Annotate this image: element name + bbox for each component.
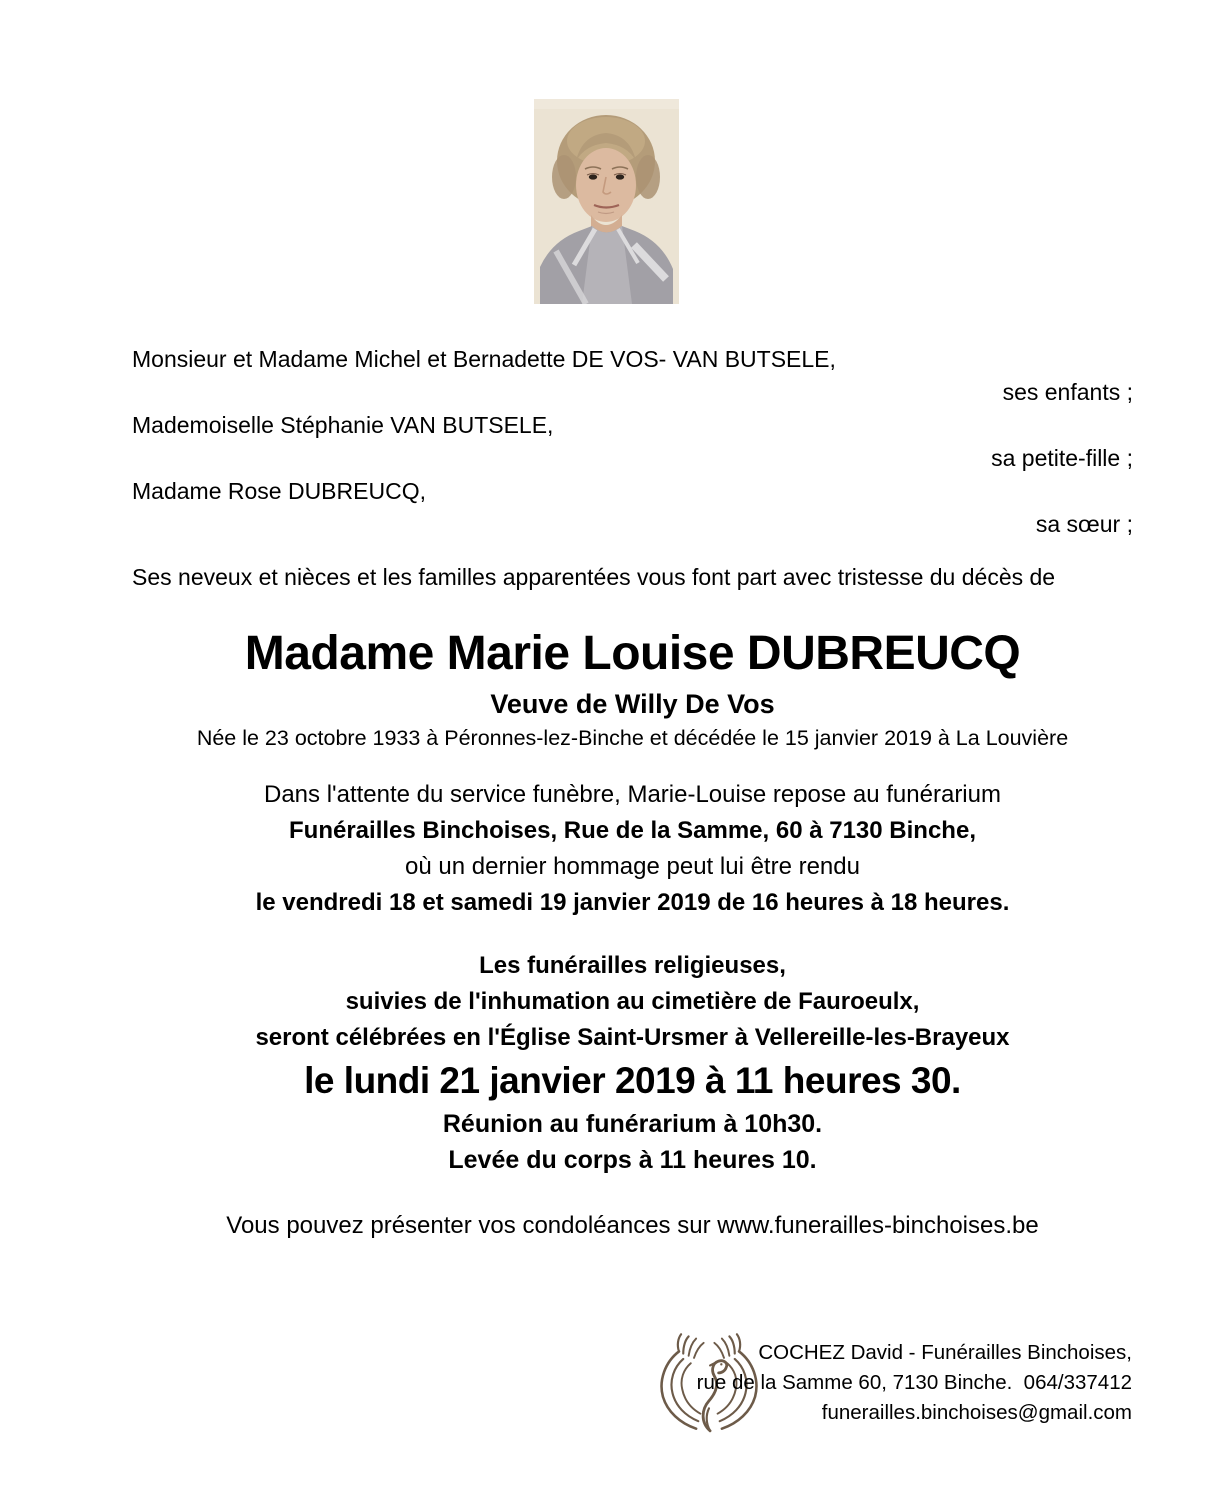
ceremony-section [132,948,1133,1178]
relation-label: sa sœur ; [1035,511,1133,537]
condolences-line: Vous pouvez présenter vos condoléances sur www.funerailles-binchoises.be [226,1212,1039,1239]
family-relation-line: Madame Rose DUBREUCQ, [132,478,426,504]
deceased-portrait-photo [534,99,679,304]
family-relation-line: Monsieur et Madame Michel et Bernadette DE VOS- VAN BUTSELE, [132,346,836,372]
funeral-director-name: COCHEZ David - Funérailles Binchoises, [758,1341,1132,1364]
ceremony-line: seront célébrées en l'Église Saint-Ursmer à Vellereille-les-Brayeux [255,1024,1010,1051]
announcement-body [132,343,1133,1243]
body-removal-time: Levée du corps à 11 heures 10. [448,1146,817,1174]
ceremony-line: Les funérailles religieuses, [479,952,786,979]
visitation-schedule: le vendredi 18 et samedi 19 janvier 2019 de 16 heures à 18 heures. [255,889,1010,916]
meeting-time: Réunion au funérarium à 10h30. [442,1110,823,1138]
relation-label: sa petite-fille ; [991,445,1133,471]
deceased-name-title: Madame Marie Louise DUBREUCQ [244,627,1021,680]
death-announcement-text: Ses neveux et nièces et les familles apparentées vous font part avec tristesse du décès de [132,564,1056,590]
portrait-image [534,99,679,304]
visitation-intro: Dans l'attente du service funèbre, Marie-Louise repose au funérarium [264,781,1001,808]
ceremony-line: suivies de l'inhumation au cimetière de Fauroeulx, [345,988,920,1015]
homage-line: où un dernier hommage peut lui être rendu [405,853,860,880]
funeral-home-address-phone: rue de la Samme 60, 7130 Binche. 064/337412 [696,1371,1132,1394]
visitation-section [132,777,1133,921]
birth-death-dates: Née le 23 octobre 1933 à Péronnes-lez-Binche et décédée le 15 janvier 2019 à La Louvière [196,726,1069,750]
funeral-home-contact-block [697,1338,1132,1428]
ceremony-datetime: le lundi 21 janvier 2019 à 11 heures 30. [304,1060,961,1101]
funeral-home-email: funerailles.binchoises@gmail.com [821,1401,1132,1424]
family-relation-line: Mademoiselle Stéphanie VAN BUTSELE, [132,412,554,438]
widow-subtitle: Veuve de Willy De Vos [490,689,775,719]
funeral-home-address: Funérailles Binchoises, Rue de la Samme, 60 à 7130 Binche, [289,817,976,844]
relation-label: ses enfants ; [1002,379,1133,405]
